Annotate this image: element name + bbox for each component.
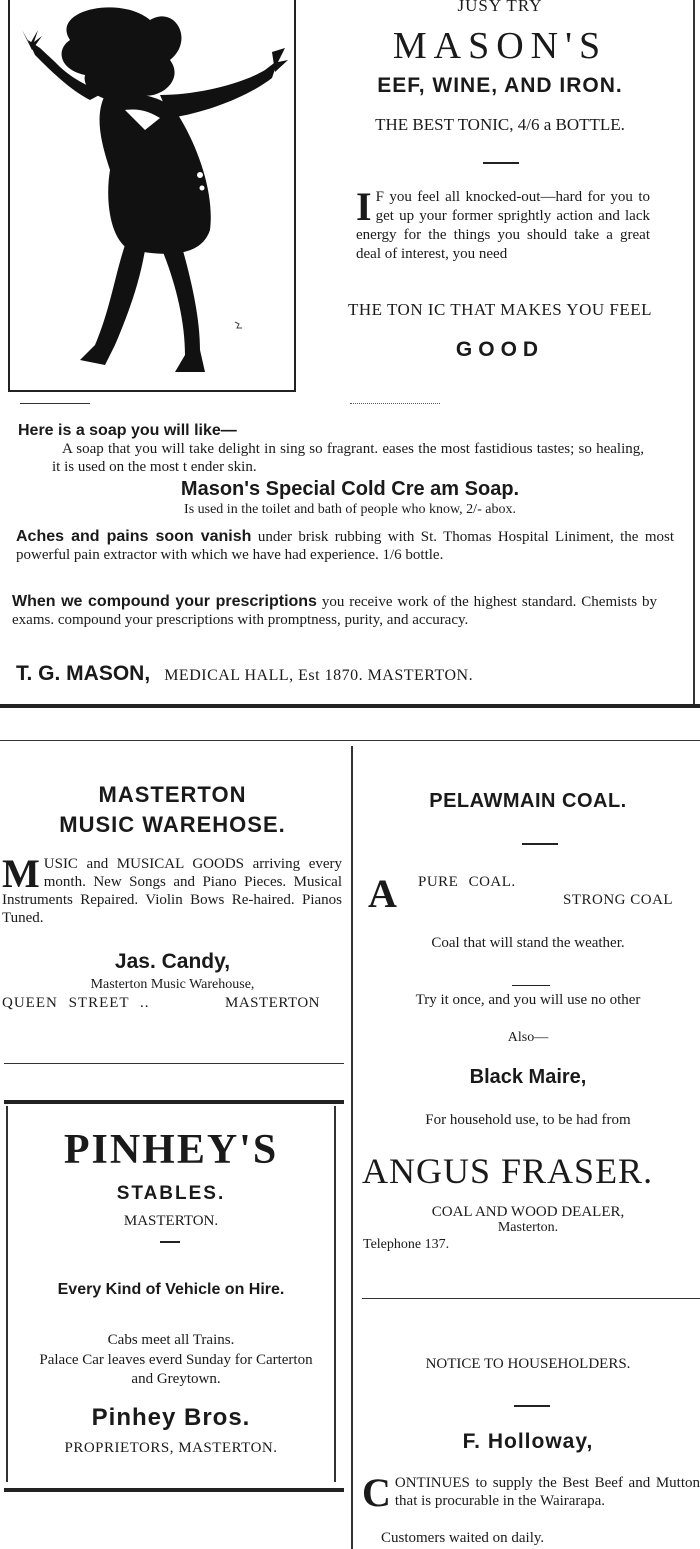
pinhey-cabs: Cabs meet all Trains. [107, 1332, 235, 1348]
aches-heading: Aches and pains soon vanish [16, 528, 252, 545]
soap-use: Is used in the toilet and bath of people who know, 2/- abox. [184, 502, 516, 517]
coal-title: PELAWMAIN COAL. [429, 790, 627, 812]
rx-paragraph [12, 593, 657, 629]
music-proprietor: Jas. Candy, [114, 950, 231, 973]
page-divider [0, 740, 700, 741]
illustration-caption-rule-2 [350, 403, 440, 404]
tonic-body: F you feel all knocked-out—hard for you to get up your former sprightly action and lack energy for the things you should take a great deal of interest, you need [356, 189, 650, 262]
music-paragraph [2, 851, 342, 927]
good-text: GOOD [455, 338, 545, 361]
coal-dealer-role: COAL AND WOOD DEALER, [431, 1204, 625, 1220]
illustration-caption-rule [20, 403, 90, 404]
holloway-body: ONTINUES to supply the Best Beef and Mutton that is procurable in the Wairarapa. [394, 1475, 700, 1509]
holloway-customers: Customers waited on daily. [381, 1530, 545, 1546]
section-dash [483, 162, 519, 164]
music-address-left: QUEEN STREET .. [2, 995, 150, 1011]
music-bottom-rule [4, 1063, 344, 1064]
column-divider [351, 746, 353, 1549]
aches-text: under brisk rubbing with St. Thomas Hospital Liniment, the most powerful pain extractor with which we have had experience. 1/6 bottle. [16, 529, 675, 563]
rx-text: you receive work of the highest standard. Chemists by exams. compound your prescriptions with promptness, purity, and accuracy. [12, 594, 658, 628]
dancing-man-illustration [10, 0, 290, 386]
coal-household: For household use, to be had from [425, 1112, 631, 1128]
coal-maire: Black Maire, [469, 1066, 587, 1088]
product-title: EEF, WINE, AND IRON. [377, 74, 623, 97]
footer-rest: MEDICAL HALL, Est 1870. MASTERTON. [164, 667, 474, 684]
tagline: THE BEST TONIC, 4/6 a BOTTLE. [375, 115, 625, 134]
rx-heading: When we compound your prescriptions [12, 593, 317, 610]
coal-dealer: ANGUS FRASER. [362, 1151, 654, 1191]
coal-try: Try it once, and you will use no other [415, 992, 641, 1008]
dropcap-c: C [362, 1470, 391, 1515]
coal-dropcap: A [368, 871, 397, 916]
brand-title: MASON'S [392, 25, 608, 67]
coal-weather: Coal that will stand the weather. [431, 935, 625, 951]
coal-dash [522, 843, 558, 845]
pinhey-bottom-rule [4, 1488, 344, 1492]
header-text: JUSY TRY [457, 0, 543, 15]
tonic-line: THE TON IC THAT MAKES YOU FEEL [347, 300, 652, 319]
coal-also: Also— [507, 1030, 549, 1045]
soap-name: Mason's Special Cold Cre am Soap. [180, 478, 520, 500]
coal-pure: PURE COAL. [418, 874, 516, 890]
coal-dealer-town: Masterton. [497, 1220, 559, 1235]
dropcap-i: I [356, 184, 372, 229]
pinhey-dash [160, 1241, 180, 1243]
footer-name: T. G. MASON, [16, 662, 151, 685]
music-title-2: MUSIC WAREHOSE. [59, 812, 286, 837]
music-title-1: MASTERTON [98, 782, 247, 807]
illustration-frame [8, 0, 296, 392]
holloway-name: F. Holloway, [462, 1430, 594, 1453]
soap-text: A soap that you will take delight in sing so fragrant. eases the most fastidious tastes; so healing, it is used on the most t ender skin. [52, 441, 644, 475]
pinhey-subtitle: STABLES. [116, 1183, 226, 1204]
pinhey-owners: Pinhey Bros. [91, 1404, 251, 1431]
coal-bottom-rule [362, 1298, 700, 1299]
holloway-notice: NOTICE TO HOUSEHOLDERS. [425, 1356, 631, 1372]
mason-bottom-rule [0, 704, 700, 708]
coal-strong: STRONG COAL [563, 892, 674, 908]
pinhey-top-rule [4, 1100, 344, 1104]
pinhey-palace: Palace Car leaves everd Sunday for Carterton and Greytown. [39, 1352, 313, 1387]
pinhey-place: MASTERTON. [123, 1213, 219, 1229]
music-address-right: MASTERTON [225, 995, 320, 1011]
tonic-paragraph [356, 184, 650, 264]
music-body: USIC and MUSICAL GOODS arriving every month. New Songs and Piano Pieces. Musical Instruments Repaired. Violin Bows Re-haired. Pianos Tuned. [2, 856, 342, 926]
music-sub: Masterton Music Warehouse, [90, 977, 255, 992]
mason-footer [16, 662, 696, 686]
coal-dash-2 [512, 985, 550, 986]
dropcap-m: M [2, 851, 40, 896]
pinhey-proprietors: PROPRIETORS, MASTERTON. [64, 1440, 278, 1456]
holloway-paragraph [362, 1470, 700, 1515]
aches-paragraph [16, 528, 674, 564]
pinhey-title: PINHEY'S [63, 1127, 279, 1173]
mason-right-border [693, 0, 695, 706]
soap-heading: Here is a soap you will like— [18, 422, 237, 439]
pinhey-vehicle: Every Kind of Vehicle on Hire. [57, 1281, 285, 1298]
holloway-dash [514, 1405, 550, 1407]
coal-telephone: Telephone 137. [363, 1237, 450, 1252]
